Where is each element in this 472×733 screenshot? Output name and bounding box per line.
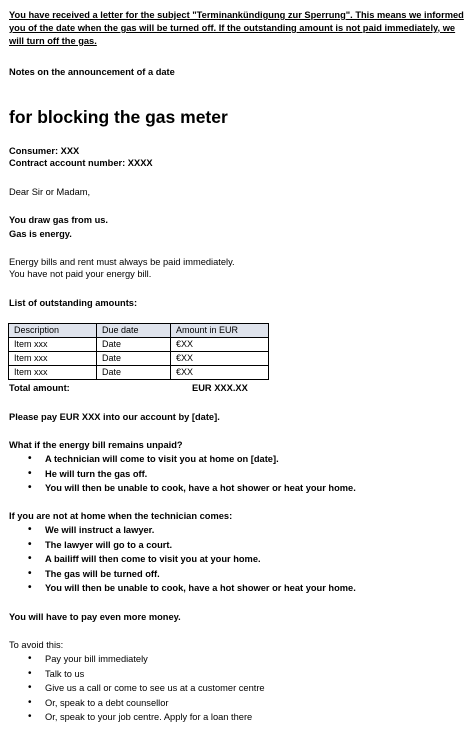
list-item: • We will instruct a lawyer. — [8, 523, 356, 538]
table-row — [9, 352, 269, 366]
notes-heading: Notes on the announcement of a date — [9, 67, 175, 77]
avoid-list — [8, 652, 265, 725]
list-item: • You will then be unable to cook, have a hot shower or heat your home. — [8, 481, 356, 496]
unpaid-heading: What if the energy bill remains unpaid? — [9, 440, 183, 450]
payment-instruction: Please pay EUR XXX into our account by [date]. — [9, 412, 220, 422]
more-money-line: You will have to pay even more money. — [9, 612, 181, 622]
para2-line1: Energy bills and rent must always be paid immediately. — [9, 257, 235, 267]
list-heading: List of outstanding amounts: — [9, 298, 138, 308]
list-item: • A technician will come to visit you at home on [date]. — [8, 452, 356, 467]
cell-due-date: Date — [97, 352, 171, 366]
total-value: EUR XXX.XX — [192, 383, 248, 393]
cell-due-date: Date — [97, 338, 171, 352]
not-home-heading: If you are not at home when the technician comes: — [9, 511, 233, 521]
outstanding-amounts-table — [8, 323, 269, 380]
total-label: Total amount: — [9, 383, 70, 393]
header-description: Description — [9, 324, 97, 338]
cell-description: Item xxx — [9, 352, 97, 366]
consumer-line: Consumer: XXX — [9, 146, 80, 156]
list-item: • The lawyer will go to a court. — [8, 538, 356, 553]
table-row — [9, 338, 269, 352]
list-item: • Give us a call or come to see us at a customer centre — [8, 681, 265, 696]
cell-amount: €XX — [171, 352, 269, 366]
para1-line2: Gas is energy. — [9, 229, 72, 239]
header-due-date: Due date — [97, 324, 171, 338]
salutation: Dear Sir or Madam, — [9, 187, 91, 197]
unpaid-consequences-list — [8, 452, 356, 496]
cell-amount: €XX — [171, 338, 269, 352]
not-home-list — [8, 523, 356, 596]
list-item: • Or, speak to your job centre. Apply for a loan there — [8, 710, 265, 725]
list-item: • Talk to us — [8, 667, 265, 682]
cell-due-date: Date — [97, 366, 171, 380]
list-item: • A bailiff will then come to visit you at your home. — [8, 552, 356, 567]
cell-description: Item xxx — [9, 338, 97, 352]
intro-notice: You have received a letter for the subject "Terminankündigung zur Sperrung". This means we informed you of the date when the gas will be turned off. If the outstanding amount is not paid immediately, we will turn off the gas. — [9, 10, 464, 46]
cell-description: Item xxx — [9, 366, 97, 380]
para1-line1: You draw gas from us. — [9, 215, 109, 225]
list-item: • Or, speak to a debt counsellor — [8, 696, 265, 711]
document-title: for blocking the gas meter — [9, 107, 228, 127]
contract-account-line: Contract account number: XXXX — [9, 158, 153, 168]
header-amount: Amount in EUR — [171, 324, 269, 338]
table-header-row — [9, 324, 269, 338]
avoid-heading: To avoid this: — [9, 640, 64, 650]
list-item: • He will turn the gas off. — [8, 467, 356, 482]
para2-line2: You have not paid your energy bill. — [9, 269, 152, 279]
cell-amount: €XX — [171, 366, 269, 380]
list-item: • Pay your bill immediately — [8, 652, 265, 667]
list-item: • You will then be unable to cook, have a hot shower or heat your home. — [8, 581, 356, 596]
table-row — [9, 366, 269, 380]
list-item: • The gas will be turned off. — [8, 567, 356, 582]
